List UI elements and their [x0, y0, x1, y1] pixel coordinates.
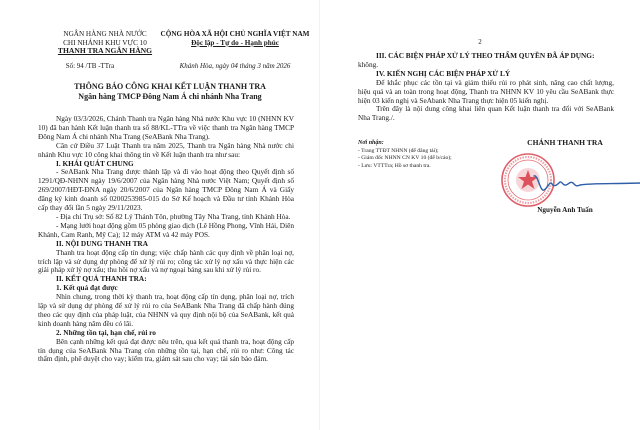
signature-icon	[532, 172, 640, 196]
authority-line-1: NGÂN HÀNG NHÀ NƯỚC	[63, 30, 147, 38]
document-body	[38, 115, 294, 364]
title-line-2: Ngân hàng TMCP Đông Nam Á chi nhánh Nha Trang	[78, 92, 262, 101]
body-paragraph: Để khắc phục các tồn tại và giảm thiểu rủi ro phát sinh, nâng cao chất lượng, hiệu quả và an toàn trong hoạt động, Thanh tra NHNN KV 10 yêu cầu SeABank thực hiện 03 kiến nghị và SeAbank Nha Trang thực hiện 05 kiến nghị.	[358, 77, 614, 105]
recipient-item: - Lưu: VTTTra; Hồ sơ thanh tra.	[358, 162, 431, 169]
authority-org: THANH TRA NGÂN HÀNG	[57, 46, 153, 56]
subsection-heading: 2. Những tồn tại, hạn chế, rủi ro	[56, 327, 156, 337]
document-title	[40, 82, 300, 102]
title-line-1: THÔNG BÁO CÔNG KHAI KẾT LUẬN THANH TRA	[74, 82, 266, 91]
section-heading: III. CÁC BIỆN PHÁP XỬ LÝ THEO THẨM QUYỀN ĐÃ ÁP DỤNG:	[376, 51, 595, 60]
country-name: CỘNG HÒA XÃ HỘI CHỦ NGHĨA VIỆT NAM	[160, 30, 310, 38]
recipient-item: - Giám đốc NHNN CN KV 10 (để b/cáo);	[358, 155, 452, 162]
body-paragraph: Bên cạnh những kết quả đạt được nêu trên, qua kết quả thanh tra, hoạt động cấp tín dụng của SeABank Nha Trang còn những tồn tại, hạn chế, rủi ro như: Công tác thẩm định, phê duyệt cho vay; kiểm tra, giám sát sau cho vay; tài sản bảo đảm.	[38, 336, 294, 364]
body-paragraph: Trên đây là nội dung công khai liên quan Kết luận thanh tra đối với SeABank Nha Trang./.	[358, 104, 614, 123]
body-paragraph: không.	[358, 59, 379, 69]
body-paragraph: - Địa chỉ Trụ sở: Số 82 Lý Thánh Tôn, phường Tây Nha Trang, tỉnh Khánh Hòa.	[56, 211, 291, 221]
section-heading: I. KHÁI QUÁT CHUNG	[56, 158, 134, 168]
recipients-block	[358, 140, 498, 170]
intro-paragraph: Căn cứ Điều 37 Luật Thanh tra năm 2025, Thanh tra Ngân hàng Nhà nước chi nhánh Khu vực 10 công khai thông tin về Kết luận thanh tra như sau:	[38, 140, 294, 159]
signer-title: CHÁNH THANH TRA	[527, 138, 603, 147]
document-page-2	[320, 0, 640, 430]
document-date: Khánh Hòa, ngày 04 tháng 3 năm 2026	[179, 62, 291, 70]
document-body-page-2	[358, 52, 614, 123]
page-number: 2	[478, 38, 482, 46]
signer-name: Nguyễn Anh Tuấn	[537, 206, 593, 214]
recipients-label: Nơi nhận:	[358, 140, 384, 146]
document-number: Số: 94 /TB -TTra	[65, 62, 115, 70]
section-heading: II. NỘI DUNG THANH TRA	[56, 238, 148, 248]
body-paragraph: Nhìn chung, trong thời kỳ thanh tra, hoạt động cấp tín dụng, phân loại nợ, trích lập và sử dụng dự phòng để xử lý rủi ro của SeABank Nha Trang đã chấp hành đúng theo các quy định của pháp luật, của NHNN và quy định nội bộ của SeABank, kết quả kinh doanh hàng năm đều có lãi.	[38, 292, 294, 328]
subsection-heading: 1. Kết quả đạt được	[56, 283, 118, 293]
body-paragraph: - Mạng lưới hoạt động gồm 05 phòng giao dịch (Lê Hồng Phong, Vĩnh Hải, Diên Khánh, Cam Ranh, Mỹ Ca); 12 máy ATM và 42 máy POS.	[38, 220, 294, 239]
intro-paragraph: Ngày 03/3/2026, Chánh Thanh tra Ngân hàng Nhà nước Khu vực 10 (NHNN KV 10) đã ban hành Kết luận thanh tra số 88/KL-TTra về việc thanh tra Ngân hàng TMCP Đông Nam Á chi nhánh Nha Trang (SeABank Nha Trang).	[38, 114, 294, 141]
body-paragraph: Thanh tra hoạt động cấp tín dụng; việc chấp hành các quy định về phân loại nợ, trích lập và sử dụng dự phòng để xử lý rủi ro; công tác xử lý nợ xấu và thực hiện các giải pháp xử lý nợ xấu; thu hồi nợ xấu và nợ ngoại bảng sau khi xử lý rủi ro.	[38, 247, 294, 275]
authority-line-2: CHI NHÁNH KHU VỰC 10	[63, 38, 147, 47]
body-paragraph: - SeABank Nha Trang được thành lập và đi vào hoạt động theo Quyết định số 1291/QĐ-NHNN ngày 19/6/2007 của Ngân hàng Nhà nước Việt Nam; Quyết định số 269/2007/HĐT-ĐNA ngày 20/6/2007 của Ngân hàng TMCP Đông Nam Á và Giấy đăng ký kinh doanh số 0200253985-015 do Sở Kế hoạch và Đầu tư tỉnh Khánh Hòa cấp thay đổi lần 5 ngày 29/11/2023.	[38, 167, 294, 213]
recipient-item: - Trang TTĐT NHNN (để đăng tải);	[358, 147, 439, 154]
section-heading: IV. KIẾN NGHỊ CÁC BIỆN PHÁP XỬ LÝ	[376, 68, 511, 78]
section-heading: II. KẾT QUẢ THANH TRA:	[56, 274, 147, 284]
national-motto: Độc lập - Tự do - Hạnh phúc	[191, 38, 279, 47]
national-header	[150, 30, 320, 47]
